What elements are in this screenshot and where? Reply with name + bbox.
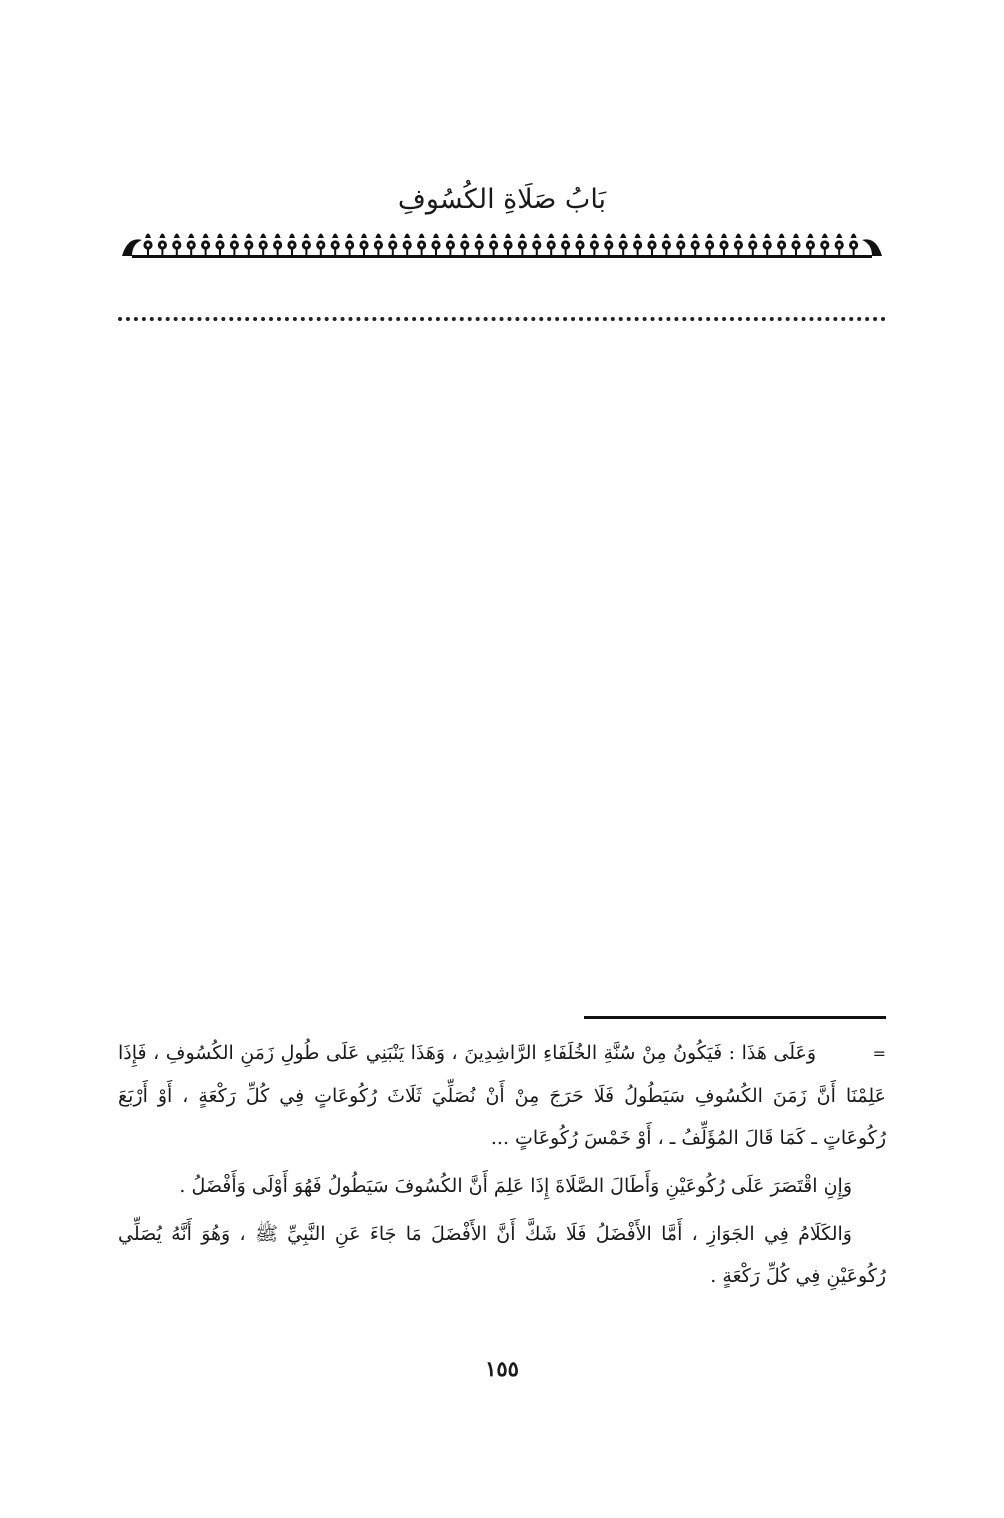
- chapter-title: بَابُ صَلَاةِ الكُسُوفِ: [397, 184, 607, 215]
- dotted-separator: [118, 317, 886, 321]
- ornament-motif: [431, 234, 440, 256]
- ornament-motif: [604, 234, 613, 256]
- ornament-motif: [561, 234, 570, 256]
- ornament-motif: [244, 234, 253, 256]
- ornament-motif: [403, 234, 412, 256]
- ornament-end-flourish: [122, 239, 142, 256]
- ornament-motif: [201, 234, 210, 256]
- ornament-motif: [719, 234, 728, 256]
- ornament-motif: [302, 234, 311, 256]
- ornament-motif: [518, 234, 527, 256]
- ornament-motif: [316, 234, 325, 256]
- ornament-end-flourish: [862, 239, 882, 256]
- ornament-motif: [215, 234, 224, 256]
- ornament-motif: [777, 234, 786, 256]
- ornament-motif: [662, 234, 671, 256]
- footnote-paragraph-text: وَعَلَى هَذَا : فَيَكُونُ مِنْ سُنَّةِ الخُلَفَاءِ الرَّاشِدِينَ ، وَهَذَا يَنْبَنِي عَلَى طُولِ زَمَنِ الكُسُوفِ ، فَإِذَا عَلِمْنَا أَنَّ زَمَنَ الكُسُوفِ سَيَطُولُ فَلَا حَرَجَ مِنْ أَنْ نُصَلِّيَ ثَلَاثَ رُكُوعَاتٍ فِي كُلِّ رَكْعَةٍ ، أَوْ أَرْبَعَ رُكُوعَاتٍ ـ كَمَا قَالَ المُؤَلِّفُ ـ ، أَوْ خَمْسَ رُكُوعَاتٍ ...: [118, 1042, 886, 1149]
- ornament-motif: [489, 234, 498, 256]
- ornament-motif: [820, 234, 829, 256]
- continuation-mark: =: [872, 1044, 886, 1063]
- ornament-motif: [230, 234, 239, 256]
- ornament-motif: [345, 234, 354, 256]
- page-number: ١٥٥: [485, 1356, 519, 1381]
- footnote-text: [118, 1032, 886, 1303]
- ornament-motif: [849, 234, 858, 256]
- footnote-paragraph: وَالكَلَامُ فِي الجَوَازِ ، أَمَّا الأَفْضَلُ فَلَا شَكَّ أَنَّ الأَفْضَلَ مَا جَاءَ عَنِ النَّبِيِّ ﷺ ، وَهُوَ أَنَّهُ يُصَلِّي رُكُوعَيْنِ فِي كُلِّ رَكْعَةٍ .: [118, 1223, 886, 1287]
- ornament-motif: [532, 234, 541, 256]
- ornament-motif: [590, 234, 599, 256]
- ornament-motif: [388, 234, 397, 256]
- ornament-motif: [633, 234, 642, 256]
- ornament-motif: [460, 234, 469, 256]
- ornament-motif: [791, 234, 800, 256]
- ornament-motif: [503, 234, 512, 256]
- ornament-motif: [835, 234, 844, 256]
- ornament-motif: [734, 234, 743, 256]
- ornament-motif: [547, 234, 556, 256]
- ornament-motif: [446, 234, 455, 256]
- ornament-motif: [259, 234, 268, 256]
- ornament-motif: [575, 234, 584, 256]
- ornament-motif: [806, 234, 815, 256]
- ornament-pattern: [118, 226, 886, 262]
- ornament-motif: [187, 234, 196, 256]
- ornament-motif: [374, 234, 383, 256]
- ornament-motif: [143, 234, 152, 256]
- ornament-motif: [273, 234, 282, 256]
- ornament-baseline: [132, 255, 872, 258]
- ornament-motif: [359, 234, 368, 256]
- ornament-motif: [705, 234, 714, 256]
- ornament-motif: [475, 234, 484, 256]
- ornament-motif: [763, 234, 772, 256]
- ornament-motif: [691, 234, 700, 256]
- ornament-motif: [647, 234, 656, 256]
- footnote-paragraph: وَإِنِ اقْتَصَرَ عَلَى رُكُوعَيْنِ وَأَطَالَ الصَّلَاةَ إِذَا عَلِمَ أَنَّ الكُسُوفَ سَيَطُولُ فَهُوَ أَوْلَى وَأَفْضَلُ .: [179, 1175, 852, 1197]
- ornament-motif: [172, 234, 181, 256]
- ornament-motif: [619, 234, 628, 256]
- footnote-rule: [584, 1016, 886, 1019]
- footnote-paragraph: [118, 1032, 886, 1159]
- ornament-motif: [158, 234, 167, 256]
- ornament-motif: [748, 234, 757, 256]
- ornament-border: [118, 226, 886, 262]
- ornament-motif: [417, 234, 426, 256]
- ornament-motif: [287, 234, 296, 256]
- ornament-motif: [676, 234, 685, 256]
- ornament-motif: [331, 234, 340, 256]
